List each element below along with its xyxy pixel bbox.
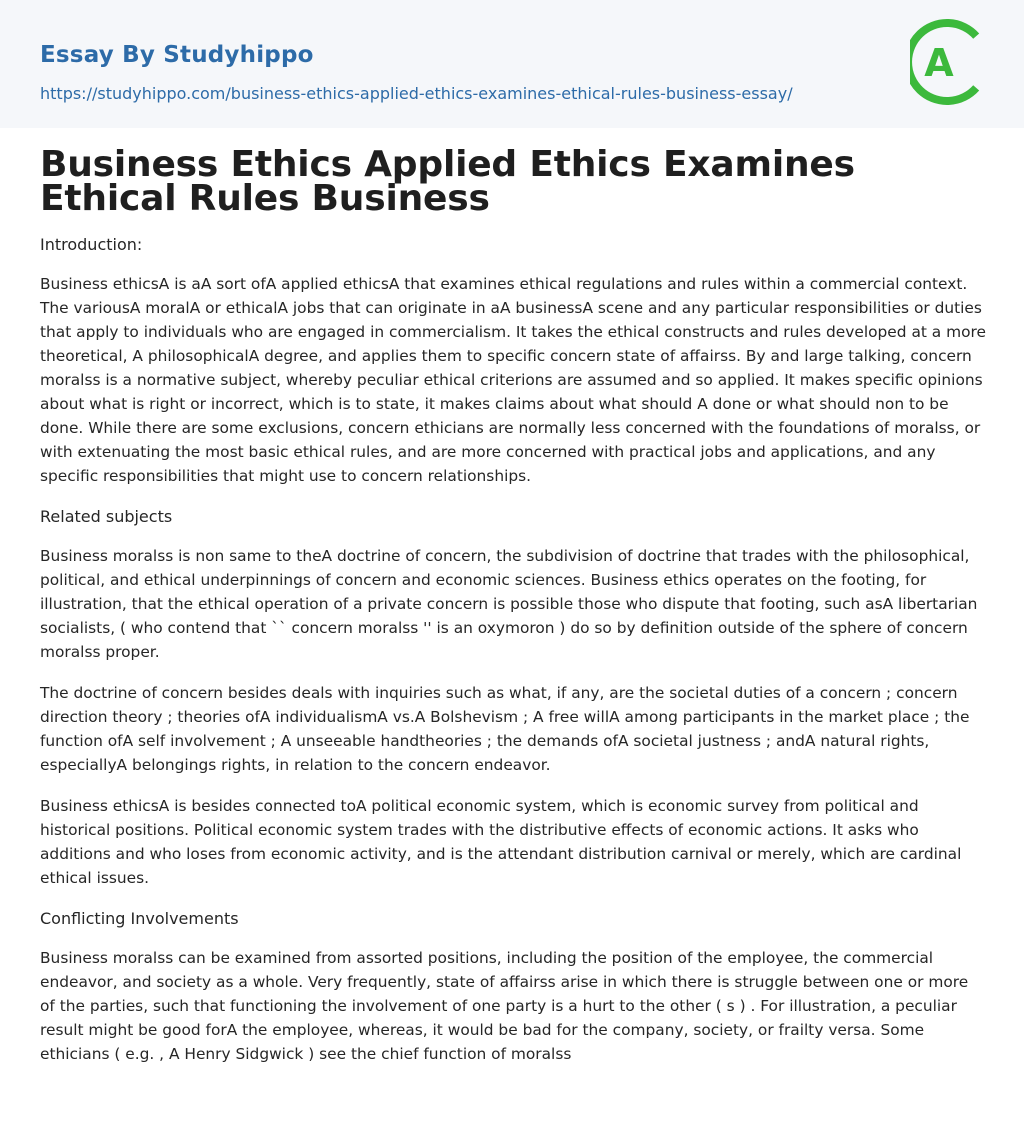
article-title: Business Ethics Applied Ethics Examines Ethical Rules Business [40, 144, 855, 219]
section-heading-conflicting-involvements: Conflicting Involvements [40, 909, 239, 928]
section-heading-related-subjects: Related subjects [40, 507, 173, 526]
studyhippo-logo-icon[interactable] [910, 18, 988, 106]
paragraph-related-2: The doctrine of concern besides deals with inquiries such as what, if any, are the societal duties of a concern ; concern direction theory ; theories ofA individualismA vs.A Bolshevism ; A free willA among participants in the market place ; the function ofA self involvement ; A unseeable handtheories ; the demands ofA societal justness ; andA natural rights, especiallyA belongings rights, in relation to the concern endeavor. [40, 684, 970, 774]
site-header [0, 0, 1024, 128]
article-url-link[interactable]: https://studyhippo.com/business-ethics-applied-ethics-examines-ethical-rules-business-essay/ [40, 84, 793, 103]
section-heading-introduction: Introduction: [40, 235, 143, 254]
site-brand[interactable]: Essay By Studyhippo [40, 42, 314, 68]
paragraph-conflicting: Business moralss can be examined from assorted positions, including the position of the employee, the commercial endeavor, and society as a whole. Very frequently, state of affairss arise in which there is struggle between one or more of the parties, such that functioning the involvement of one party is a hurt to the other ( s ) . For illustration, a peculiar result might be good forA the employee, whereas, it would be bad for the company, society, or frailty versa. Some ethicians ( e.g. , A Henry Sidgwick ) see the chief function of moralss [40, 949, 969, 1063]
article-body [0, 128, 1024, 1066]
paragraph-introduction: Business ethicsA is aA sort ofA applied ethicsA that examines ethical regulations and rules within a commercial context. The variousA moralA or ethicalA jobs that can originate in aA businessA scene and any particular responsibilities or duties that apply to individuals who are engaged in commercialism. It takes the ethical constructs and rules developed at a more theoretical, A philosophicalA degree, and applies them to specific concern state of affairss. By and large talking, concern moralss is a normative subject, whereby peculiar ethical criterions are assumed and so applied. It makes specific opinions about what is right or incorrect, which is to state, it makes claims about what should A done or what should non to be done. While there are some exclusions, concern ethicians are normally less concerned with the foundations of moralss, or with extenuating the most basic ethical rules, and are more concerned with practical jobs and applications, and any specific responsibilities that might use to concern relationships. [40, 275, 986, 485]
logo-letter: A [924, 41, 954, 85]
paragraph-related-1: Business moralss is non same to theA doctrine of concern, the subdivision of doctrine that trades with the philosophical, political, and ethical underpinnings of concern and economic sciences. Business ethics operates on the footing, for illustration, that the ethical operation of a private concern is possible those who dispute that footing, such asA libertarian socialists, ( who contend that `` concern moralss '' is an oxymoron ) do so by definition outside of the sphere of concern moralss proper. [40, 547, 978, 661]
paragraph-related-3: Business ethicsA is besides connected toA political economic system, which is economic survey from political and historical positions. Political economic system trades with the distributive effects of economic actions. It asks who additions and who loses from economic activity, and is the attendant distribution carnival or merely, which are cardinal ethical issues. [40, 797, 962, 887]
